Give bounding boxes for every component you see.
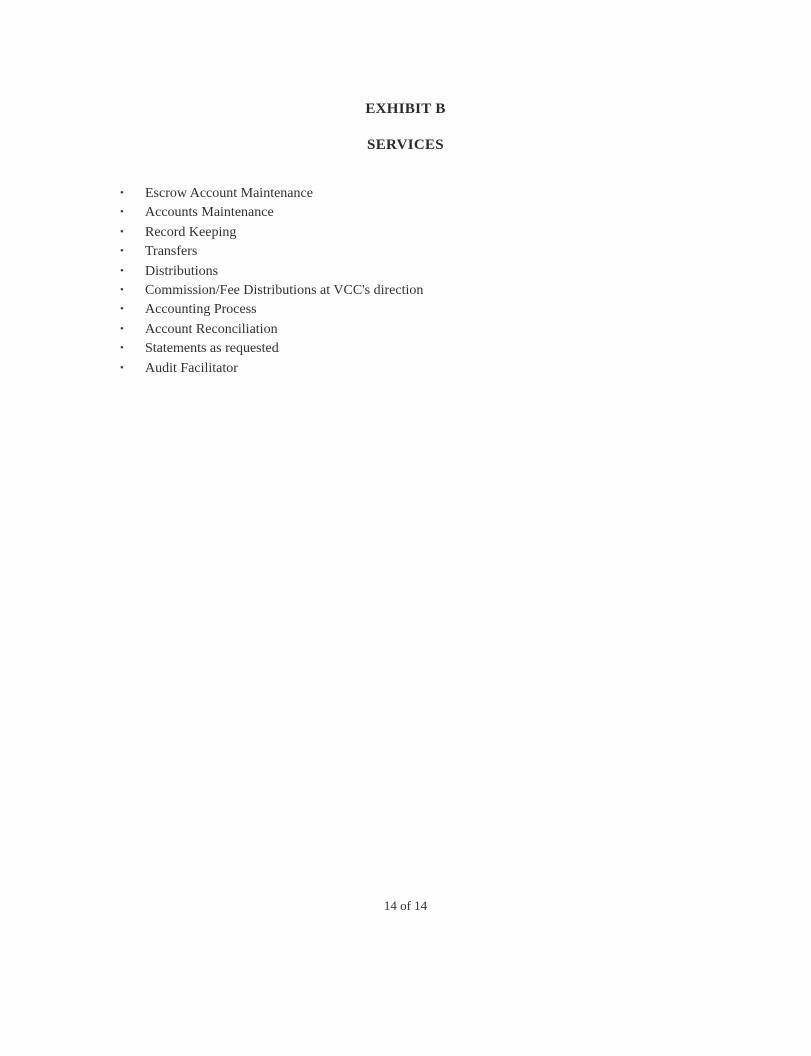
service-label: Accounts Maintenance xyxy=(145,205,274,221)
bullet-icon: • xyxy=(120,264,124,277)
service-label: Distributions xyxy=(145,263,219,279)
bullet-icon: • xyxy=(120,322,124,335)
service-label: Commission/Fee Distributions at VCC's direction xyxy=(145,282,424,298)
section-title: SERVICES xyxy=(367,137,444,153)
bullet-icon: • xyxy=(120,303,124,316)
service-label: Account Reconciliation xyxy=(145,321,278,337)
page-number: 14 of 14 xyxy=(383,898,428,913)
service-label: Record Keeping xyxy=(145,224,237,240)
bullet-icon: • xyxy=(120,225,124,238)
service-label: Statements as requested xyxy=(145,341,279,357)
bullet-icon: • xyxy=(120,283,124,296)
service-label: Transfers xyxy=(145,244,198,260)
bullet-icon: • xyxy=(120,245,124,258)
service-label: Audit Facilitator xyxy=(145,360,238,376)
exhibit-title: EXHIBIT B xyxy=(365,101,446,117)
bullet-icon: • xyxy=(120,342,124,355)
service-label: Accounting Process xyxy=(145,302,257,318)
service-label: Escrow Account Maintenance xyxy=(145,186,313,201)
bullet-icon: • xyxy=(120,361,124,374)
bullet-icon: • xyxy=(120,187,124,199)
bullet-icon: • xyxy=(120,206,124,219)
